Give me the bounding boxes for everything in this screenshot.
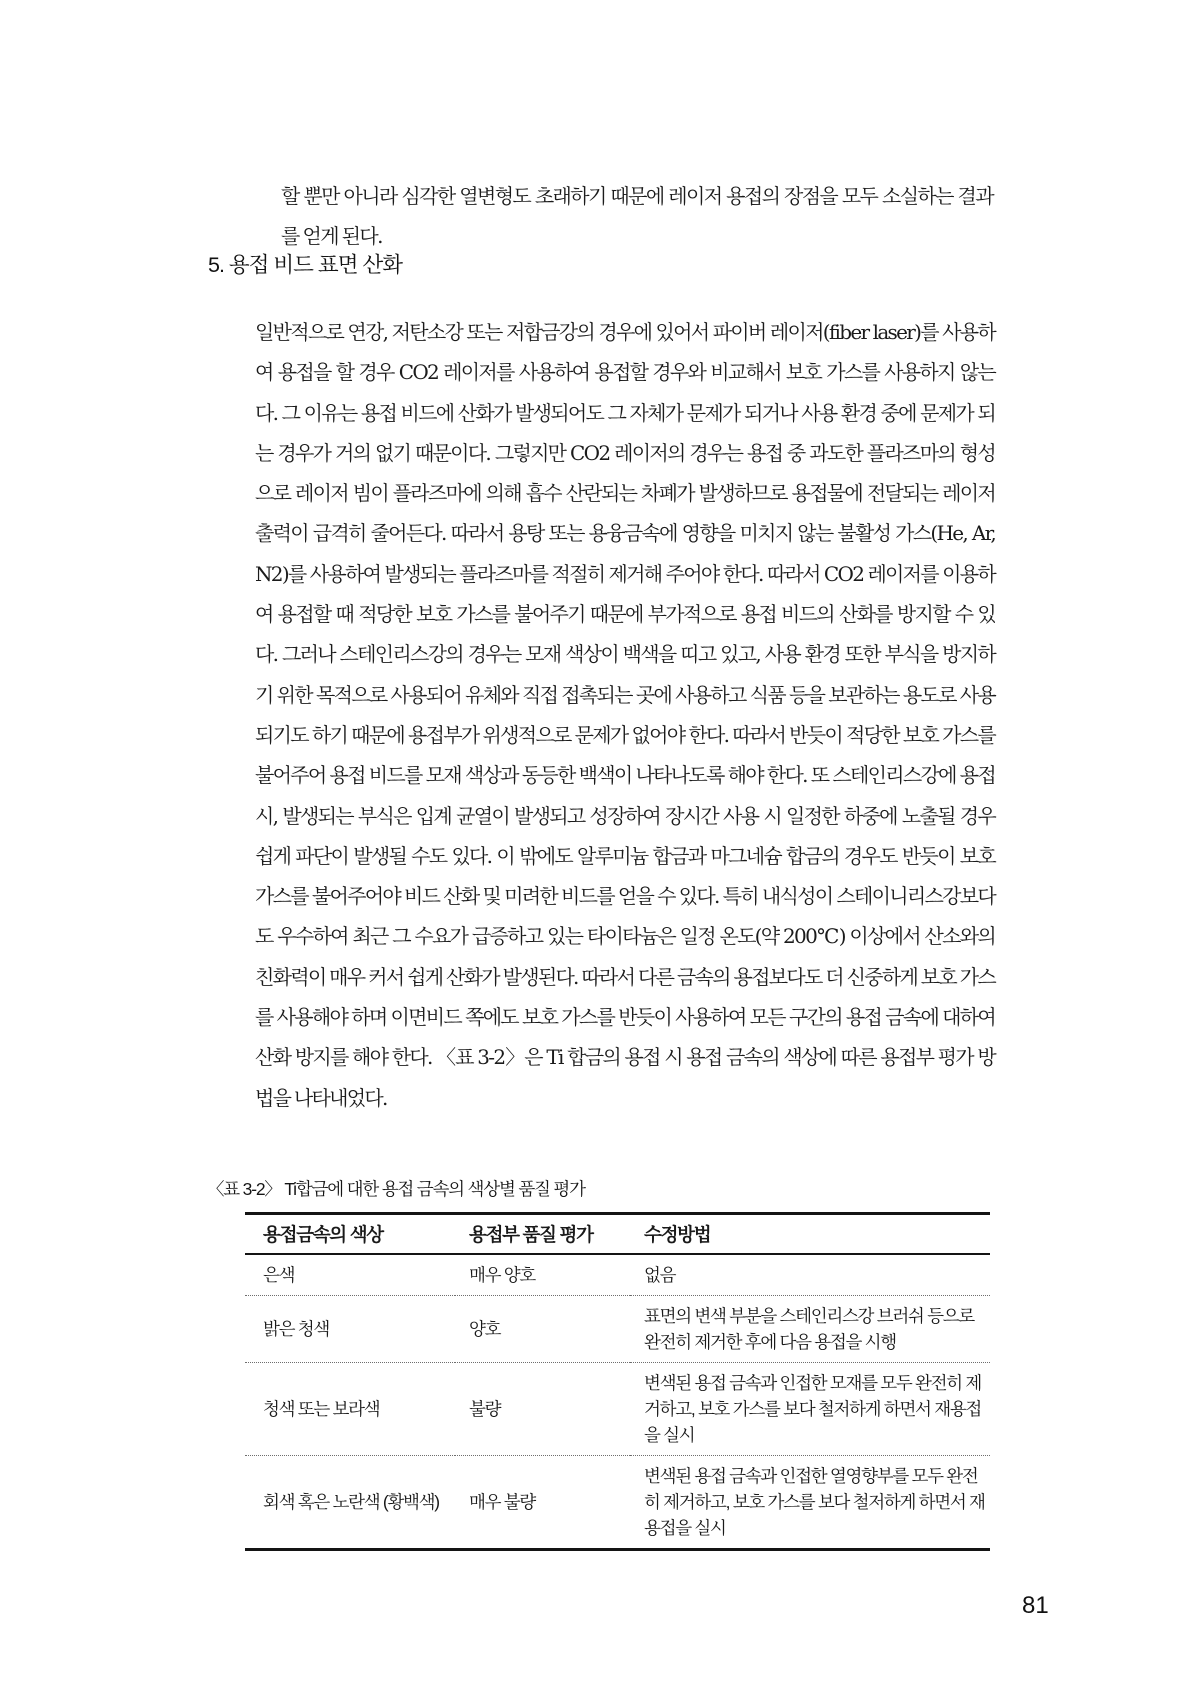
cell-quality: 매우 양호 bbox=[455, 1254, 630, 1296]
cell-quality: 양호 bbox=[455, 1296, 630, 1363]
cell-color: 밝은 청색 bbox=[245, 1296, 455, 1363]
table-row bbox=[245, 1254, 990, 1296]
header-correction-method: 수정방법 bbox=[630, 1214, 990, 1255]
cell-color: 은색 bbox=[245, 1254, 455, 1296]
body-paragraph: 일반적으로 연강, 저탄소강 또는 저합금강의 경우에 있어서 파이버 레이저(fiber laser)를 사용하여 용접을 할 경우 CO2 레이저를 사용하여 용접할 경우와 비교해서 보호 가스를 사용하지 않는다. 그 이유는 용접 비드에 산화가 발생되어도 그 자체가 문제가 되거나 사용 환경 중에 문제가 되는 경우가 거의 없기 때문이다. 그렇지만 CO2 레이저의 경우는 용접 중 과도한 플라즈마의 형성으로 레이저 빔이 플라즈마에 의해 흡수 산란되는 차폐가 발생하므로 용접물에 전달되는 레이저 출력이 급격히 줄어든다. 따라서 용탕 또는 용융금속에 영향을 미치지 않는 불활성 가스(He, Ar, N2)를 사용하여 발생되는 플라즈마를 적절히 제거해 주어야 한다. 따라서 CO2 레이저를 이용하여 용접할 때 적당한 보호 가스를 불어주기 때문에 부가적으로 용접 비드의 산화를 방지할 수 있다. 그러나 스테인리스강의 경우는 모재 색상이 백색을 띠고 있고, 사용 환경 또한 부식을 방지하기 위한 목적으로 사용되어 유체와 직접 접촉되는 곳에 사용하고 식품 등을 보관하는 용도로 사용되기도 하기 때문에 용접부가 위생적으로 문제가 없어야 한다. 따라서 반듯이 적당한 보호 가스를 불어주어 용접 비드를 모재 색상과 동등한 백색이 나타나도록 해야 한다. 또 스테인리스강에 용접 시, 발생되는 부식은 입계 균열이 발생되고 성장하여 장시간 사용 시 일정한 하중에 노출될 경우 쉽게 파단이 발생될 수도 있다. 이 밖에도 알루미늄 합금과 마그네슘 합금의 경우도 반듯이 보호 가스를 불어주어야 비드 산화 및 미려한 비드를 얻을 수 있다. 특히 내식성이 스테이니리스강보다도 우수하여 최근 그 수요가 급증하고 있는 타이타늄은 일정 온도(약 200℃) 이상에서 산소와의 친화력이 매우 커서 쉽게 산화가 발생된다. 따라서 다른 금속의 용접보다도 더 신중하게 보호 가스를 사용해야 하며 이면비드 쪽에도 보호 가스를 반듯이 사용하여 모든 구간의 용접 금속에 대하여 산화 방지를 해야 한다. 〈표 3-2〉은 Ti 합금의 용접 시 용접 금속의 색상에 따른 용접부 평가 방법을 나타내었다. bbox=[255, 320, 995, 1110]
header-weld-metal-color: 용접금속의 색상 bbox=[245, 1214, 455, 1255]
cell-method: 변색된 용접 금속과 인접한 모재를 모두 완전히 제거하고, 보호 가스를 보다 철저하게 하면서 재용접을 실시 bbox=[630, 1363, 990, 1456]
cell-quality: 매우 불량 bbox=[469, 1492, 535, 1512]
section-heading: 5. 용접 비드 표면 산화 bbox=[208, 253, 402, 277]
table-row bbox=[245, 1296, 990, 1363]
cell-color: 청색 또는 보라색 bbox=[245, 1363, 455, 1456]
quality-table bbox=[245, 1212, 990, 1551]
page-number: 81 bbox=[1022, 1592, 1049, 1619]
header-weld-quality: 용접부 품질 평가 bbox=[455, 1214, 630, 1255]
cell-method: 표면의 변색 부분을 스테인리스강 브러쉬 등으로 완전히 제거한 후에 다음 용접을 시행 bbox=[630, 1296, 990, 1363]
table-header-row bbox=[245, 1214, 990, 1255]
cell-quality: 불량 bbox=[455, 1363, 630, 1456]
table-row bbox=[245, 1363, 990, 1456]
cell-color: 회색 혹은 노란색 (황백색) bbox=[263, 1492, 439, 1512]
intro-paragraph: 할 뿐만 아니라 심각한 열변형도 초래하기 때문에 레이저 용접의 장점을 모두 소실하는 결과를 얻게 된다. bbox=[281, 184, 993, 248]
cell-method: 없음 bbox=[630, 1254, 990, 1296]
table-row bbox=[245, 1456, 990, 1550]
cell-method: 변색된 용접 금속과 인접한 열영향부를 모두 완전히 제거하고, 보호 가스를 보다 철저하게 하면서 재용접을 실시 bbox=[644, 1466, 985, 1538]
table-caption: 〈표 3-2〉 Ti합금에 대한 용접 금속의 색상별 품질 평가 bbox=[207, 1179, 585, 1199]
